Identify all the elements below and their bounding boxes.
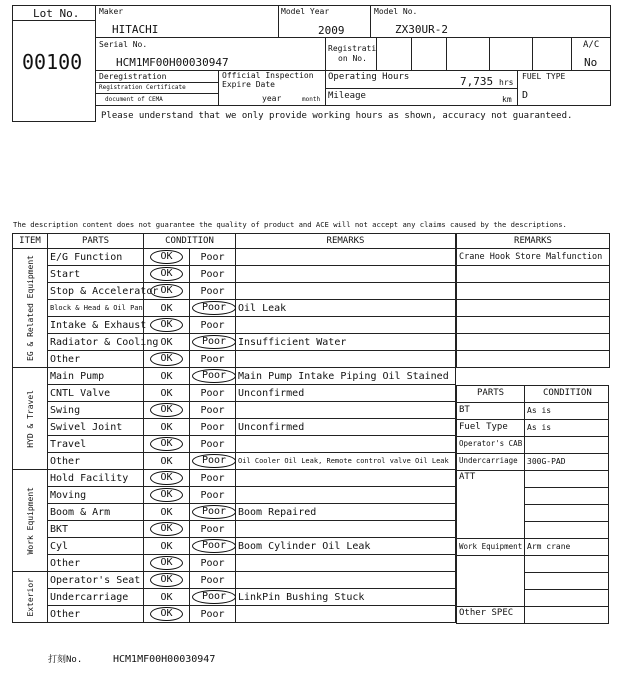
condition-ok: OK	[160, 302, 173, 314]
condition-ok-cell	[144, 538, 190, 555]
remark	[236, 402, 456, 419]
operating-hours-label: Operating Hours	[328, 72, 410, 82]
condition-poor: Poor	[200, 472, 225, 484]
condition-ok-cell	[144, 300, 190, 317]
part-name: Main Pump	[48, 368, 144, 385]
condition-poor-cell	[190, 351, 236, 368]
condition-poor-cell	[190, 538, 236, 555]
condition-ok-selected: OK	[150, 471, 182, 485]
part-name: Travel	[48, 436, 144, 453]
condition-ok-cell	[144, 589, 190, 606]
condition-ok-cell	[144, 419, 190, 436]
table-row	[13, 589, 456, 606]
condition-ok-cell	[144, 402, 190, 419]
footer-value: HCM1MF00H00030947	[113, 654, 216, 665]
condition-poor-cell	[190, 453, 236, 470]
condition-poor: Poor	[200, 353, 225, 365]
model-year-label: Model Year	[281, 7, 330, 16]
att-label: ATT	[459, 472, 476, 482]
part-name: Stop & Accelerator	[48, 283, 144, 300]
right-condition-header: CONDITION	[543, 388, 592, 398]
right-remark	[457, 266, 610, 283]
condition-poor: Poor	[200, 387, 225, 399]
part-name: Other	[48, 351, 144, 368]
reg-cert-label: Registration Certificate	[99, 84, 186, 91]
remark: Unconfirmed	[236, 385, 456, 402]
condition-poor-cell	[190, 266, 236, 283]
condition-poor-cell	[190, 436, 236, 453]
work-equipment-label: Work Equipment	[459, 542, 523, 551]
condition-poor-selected: Poor	[192, 301, 236, 315]
cema-label: document of CEMA	[105, 96, 163, 103]
condition-poor-cell	[190, 402, 236, 419]
right-remark	[457, 351, 610, 368]
right-part-condition: As is	[527, 423, 552, 432]
condition-ok-selected: OK	[150, 352, 182, 366]
condition-poor: Poor	[200, 557, 225, 569]
part-name: Moving	[48, 487, 144, 504]
condition-poor-cell	[190, 334, 236, 351]
condition-ok-selected: OK	[150, 250, 182, 264]
condition-ok-cell	[144, 572, 190, 589]
condition-poor-selected: Poor	[192, 369, 236, 383]
fuel-type-value: D	[522, 90, 529, 101]
table-row	[13, 368, 456, 385]
inspection-label-2: Expire Date	[222, 80, 275, 89]
other-spec-label: Other SPEC	[459, 608, 514, 618]
reg-box-3	[446, 37, 490, 71]
fuel-type-label: FUEL TYPE	[522, 72, 566, 81]
remark	[236, 266, 456, 283]
condition-ok-cell	[144, 317, 190, 334]
part-name: Hold Facility	[48, 470, 144, 487]
table-row	[13, 266, 456, 283]
condition-ok-selected: OK	[150, 284, 182, 298]
part-name: Cyl	[48, 538, 144, 555]
condition-poor-cell	[190, 504, 236, 521]
registration-label-2: on No.	[338, 54, 367, 63]
part-name: Boom & Arm	[48, 504, 144, 521]
right-remark	[457, 334, 610, 351]
remark: Oil Cooler Oil Leak, Remote control valve Oil Leak	[236, 453, 456, 470]
condition-ok-cell	[144, 470, 190, 487]
remark: Boom Cylinder Oil Leak	[236, 538, 456, 555]
condition-poor-cell	[190, 521, 236, 538]
condition-poor-cell	[190, 487, 236, 504]
reg-box-5	[532, 37, 572, 71]
remark	[236, 436, 456, 453]
condition-ok-selected: OK	[150, 318, 182, 332]
part-name: Other	[48, 453, 144, 470]
condition-ok-selected: OK	[150, 522, 182, 536]
hrs-unit: hrs	[499, 78, 514, 87]
condition-poor: Poor	[200, 574, 225, 586]
condition-ok-cell	[144, 521, 190, 538]
table-row	[13, 538, 456, 555]
model-year-value: 2009	[318, 24, 345, 37]
right-part-condition: 300G-PAD	[527, 457, 566, 466]
deregistration-label: Deregistration	[99, 72, 167, 81]
table-row	[13, 419, 456, 436]
table-row	[13, 453, 456, 470]
condition-ok-cell	[144, 453, 190, 470]
right-remarks-header-row	[457, 234, 610, 249]
condition-ok-cell	[144, 487, 190, 504]
condition-ok-cell	[144, 266, 190, 283]
right-remark: Crane Hook Store Malfunction	[457, 249, 610, 266]
right-part-name: BT	[459, 405, 470, 415]
condition-ok-cell	[144, 555, 190, 572]
remark: Oil Leak	[236, 300, 456, 317]
table-row	[13, 521, 456, 538]
item-group-text: Exterior	[25, 577, 35, 617]
condition-ok: OK	[160, 455, 173, 467]
condition-poor-selected: Poor	[192, 335, 236, 349]
condition-ok-selected: OK	[150, 556, 182, 570]
right-remarks-header: REMARKS	[457, 234, 610, 249]
year-label: year	[262, 94, 282, 103]
condition-poor: Poor	[200, 523, 225, 535]
condition-ok-cell	[144, 249, 190, 266]
condition-ok: OK	[160, 506, 173, 518]
table-row	[13, 402, 456, 419]
remark	[236, 351, 456, 368]
table-header-row	[13, 234, 456, 249]
remarks-header: REMARKS	[236, 234, 456, 249]
ac-label: A/C	[583, 40, 600, 50]
condition-ok: OK	[160, 540, 173, 552]
condition-poor: Poor	[200, 251, 225, 263]
item-group-label	[13, 368, 48, 470]
remark: Insufficient Water	[236, 334, 456, 351]
remark	[236, 606, 456, 623]
part-name: BKT	[48, 521, 144, 538]
condition-table	[12, 233, 456, 623]
condition-ok-cell	[144, 606, 190, 623]
remark	[236, 249, 456, 266]
part-name: Block & Head & Oil Pan	[48, 300, 144, 317]
condition-ok-cell	[144, 368, 190, 385]
condition-ok-cell	[144, 351, 190, 368]
table-row	[13, 334, 456, 351]
table-row	[13, 249, 456, 266]
condition-ok: OK	[160, 591, 173, 603]
item-group-label	[13, 572, 48, 623]
part-name: Swivel Joint	[48, 419, 144, 436]
parts-header: PARTS	[48, 234, 144, 249]
table-row	[13, 385, 456, 402]
item-header: ITEM	[13, 234, 48, 249]
right-parts-header: PARTS	[477, 388, 505, 398]
condition-poor-cell	[190, 300, 236, 317]
condition-ok-selected: OK	[150, 437, 182, 451]
right-remark-row	[457, 249, 610, 266]
item-group-text: HYD & Travel	[25, 389, 35, 448]
part-name: Intake & Exhaust	[48, 317, 144, 334]
registration-label-1: Registrati	[328, 44, 377, 53]
right-remark	[457, 283, 610, 300]
condition-poor-cell	[190, 368, 236, 385]
condition-poor: Poor	[200, 489, 225, 501]
part-name: Other	[48, 606, 144, 623]
condition-ok: OK	[160, 336, 173, 348]
footer-label: 打刻No.	[48, 655, 83, 665]
condition-poor: Poor	[200, 404, 225, 416]
serial-label: Serial No.	[99, 40, 148, 49]
condition-ok-cell	[144, 436, 190, 453]
condition-ok-cell	[144, 385, 190, 402]
condition-ok: OK	[160, 387, 173, 399]
condition-poor-cell	[190, 606, 236, 623]
condition-poor-cell	[190, 249, 236, 266]
condition-poor: Poor	[200, 285, 225, 297]
condition-poor-cell	[190, 419, 236, 436]
table-row	[13, 487, 456, 504]
remark	[236, 572, 456, 589]
ac-value: No	[584, 56, 598, 69]
serial-value: HCM1MF00H00030947	[116, 56, 229, 69]
working-hours-note: Please understand that we only provide working hours as shown, accuracy not guaranteed.	[101, 111, 573, 121]
operating-hours-value: 7,735	[460, 75, 494, 88]
right-remark-row	[457, 351, 610, 368]
reg-box-2	[411, 37, 447, 71]
item-group-text: EG & Related Equipment	[25, 255, 35, 361]
reg-box-1	[376, 37, 412, 71]
work-equipment-value: Arm crane	[527, 542, 571, 551]
right-part-condition: As is	[527, 406, 552, 415]
table-row	[13, 555, 456, 572]
remark	[236, 487, 456, 504]
table-row	[13, 300, 456, 317]
remark: LinkPin Bushing Stuck	[236, 589, 456, 606]
condition-poor-selected: Poor	[192, 505, 236, 519]
table-row	[13, 283, 456, 300]
remark: Boom Repaired	[236, 504, 456, 521]
right-remark-row	[457, 300, 610, 317]
condition-poor-cell	[190, 283, 236, 300]
right-remark-row	[457, 317, 610, 334]
remark	[236, 470, 456, 487]
item-group-label	[13, 249, 48, 368]
part-name: E/G Function	[48, 249, 144, 266]
part-name: CNTL Valve	[48, 385, 144, 402]
remark: Unconfirmed	[236, 419, 456, 436]
table-row	[13, 351, 456, 368]
condition-ok: OK	[160, 421, 173, 433]
lot-value: 00100	[22, 50, 83, 74]
model-no-value: ZX30UR-2	[395, 23, 448, 36]
condition-poor-selected: Poor	[192, 454, 236, 468]
inspection-label-1: Official Inspection	[222, 71, 314, 80]
part-name: Operator's Seat	[48, 572, 144, 589]
condition-poor-cell	[190, 572, 236, 589]
right-remark-row	[457, 283, 610, 300]
condition-ok-selected: OK	[150, 488, 182, 502]
right-part-name: Operator's CAB	[459, 439, 523, 448]
reg-box-4	[489, 37, 533, 71]
table-row	[13, 572, 456, 589]
condition-ok-selected: OK	[150, 573, 182, 587]
right-remark	[457, 300, 610, 317]
condition-poor-selected: Poor	[192, 539, 236, 553]
condition-header: CONDITION	[144, 234, 236, 249]
condition-ok-selected: OK	[150, 403, 182, 417]
table-row	[13, 470, 456, 487]
right-remark-row	[457, 334, 610, 351]
table-row	[13, 317, 456, 334]
km-unit: km	[502, 95, 512, 104]
condition-poor: Poor	[200, 438, 225, 450]
maker-label: Maker	[99, 7, 124, 16]
part-name: Radiator & Cooling	[48, 334, 144, 351]
condition-poor-cell	[190, 555, 236, 572]
remark	[236, 521, 456, 538]
right-remark	[457, 317, 610, 334]
condition-poor-selected: Poor	[192, 590, 236, 604]
condition-poor: Poor	[200, 608, 225, 620]
condition-ok-cell	[144, 283, 190, 300]
part-name: Start	[48, 266, 144, 283]
model-no-label: Model No.	[374, 7, 418, 16]
remark	[236, 317, 456, 334]
item-group-label	[13, 470, 48, 572]
right-remarks-table	[456, 233, 610, 368]
condition-ok: OK	[160, 370, 173, 382]
remark: Main Pump Intake Piping Oil Stained	[236, 368, 456, 385]
description-note: The description content does not guarantee the quality of product and ACE will not accept any claims caused by the descriptions.	[13, 220, 567, 229]
condition-ok-selected: OK	[150, 607, 182, 621]
table-row	[13, 606, 456, 623]
part-name: Swing	[48, 402, 144, 419]
condition-poor: Poor	[200, 319, 225, 331]
part-name: Other	[48, 555, 144, 572]
right-part-name: Fuel Type	[459, 422, 508, 432]
month-label: month	[302, 96, 321, 103]
maker-value: HITACHI	[112, 23, 159, 36]
condition-poor-cell	[190, 385, 236, 402]
condition-poor-cell	[190, 317, 236, 334]
mileage-label: Mileage	[328, 91, 366, 101]
item-group-text: Work Equipment	[25, 486, 35, 555]
condition-poor: Poor	[200, 268, 225, 280]
condition-poor-cell	[190, 589, 236, 606]
condition-ok-cell	[144, 504, 190, 521]
remark	[236, 555, 456, 572]
condition-poor: Poor	[200, 421, 225, 433]
right-remark-row	[457, 266, 610, 283]
remark	[236, 283, 456, 300]
condition-ok-selected: OK	[150, 267, 182, 281]
right-part-name: Undercarriage	[459, 456, 518, 465]
condition-poor-cell	[190, 470, 236, 487]
table-row	[13, 504, 456, 521]
table-row	[13, 436, 456, 453]
part-name: Undercarriage	[48, 589, 144, 606]
lot-label: Lot No.	[33, 7, 80, 20]
